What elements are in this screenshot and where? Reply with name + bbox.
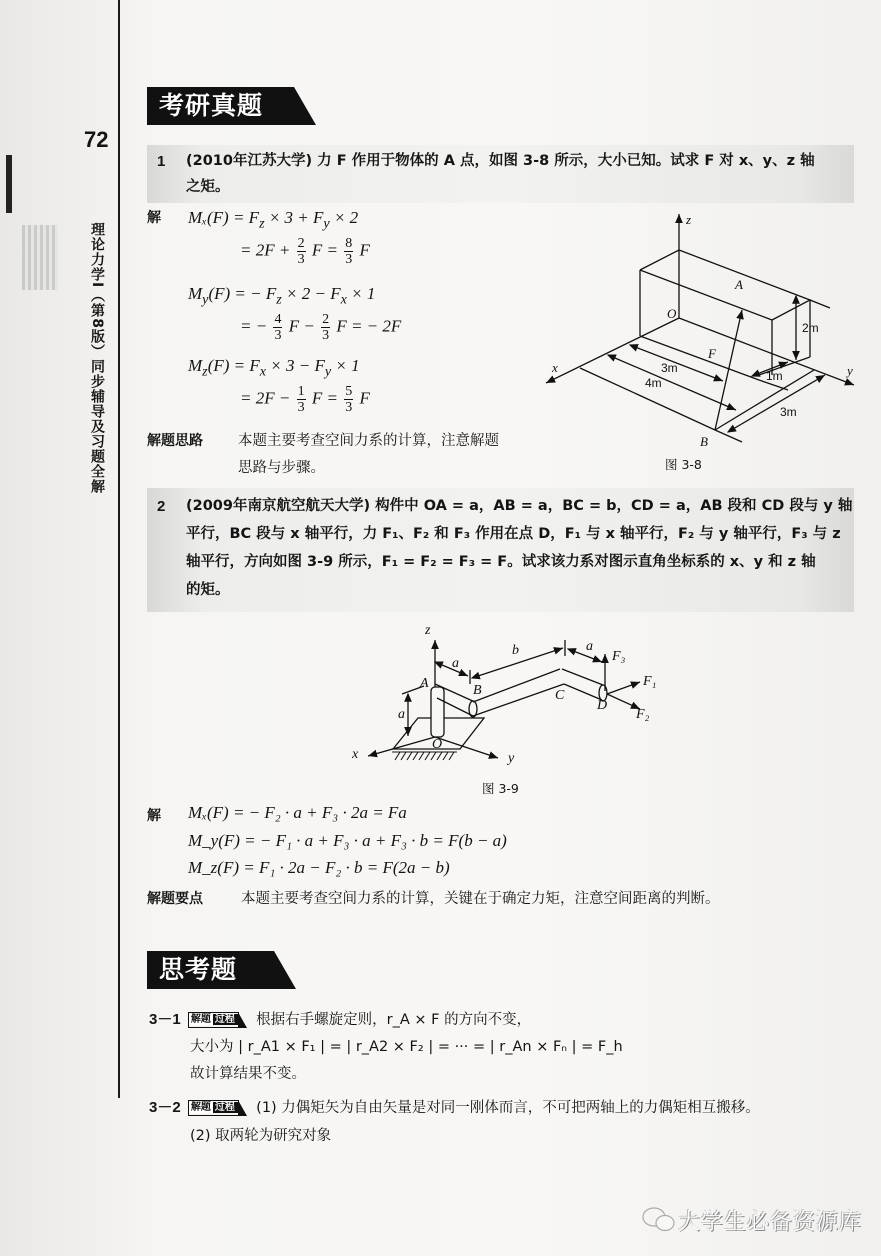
problem-2-statement-line-3: 轴平行，方向如图 3-9 所示，F₁ = F₂ = F₃ = F。试求该力系对图示直角坐标系的 x、y 和 z 轴 [186,554,816,570]
equation-mz-result: = 2F − $\frac{1}{3}$ F = $\frac{5}{3}$ F [240,384,370,415]
scan-artifact [6,155,12,213]
scan-artifact [22,225,58,290]
approach-label: 解题思路 [147,433,203,449]
svg-text:F₂: F₂ [636,707,650,722]
equation-my: M_y(F) = − F₁ · a + F₃ · a + F₃ · b = F(b − a) [188,831,507,850]
page-number: 72 [84,127,109,152]
question-3-1-line-2: 大小为 | r_A1 × F₁ | = | r_A2 × F₂ | = ··· = | r_An × Fₙ | = F_h [190,1039,623,1055]
svg-text:3m: 3m [661,361,678,375]
wechat-icon [640,1205,680,1235]
section-banner-thinking-questions: 思考题 [147,951,274,989]
svg-text:x: x [352,747,359,762]
figure-3-9 [340,612,680,772]
svg-text:F₁: F₁ [643,674,657,689]
figure-3-9-caption: 图 3-9 [482,781,519,796]
svg-text:a: a [398,707,405,722]
equation-mx: $M_x(F) = F_z \times 3 + F_y \times 2$ [188,208,359,232]
svg-text:z: z [686,212,692,227]
solution-process-badge: 解题 过程 [188,1100,239,1116]
svg-text:D: D [597,698,608,713]
problem-2-statement-line-2: 平行，BC 段与 x 轴平行，力 F₁、F₂ 和 F₃ 作用在点 D，F₁ 与 x 轴平行，F₂ 与 y 轴平行，F₃ 与 z [186,526,841,542]
equation-mz: M_z(F) = F₁ · 2a − F₂ · b = F(2a − b) [188,858,450,877]
keypoint-label: 解题要点 [147,891,203,907]
svg-text:2m: 2m [802,321,819,335]
watermark-text: 大学生必备资源库 [678,1210,863,1235]
approach-text-line-2: 思路与步骤。 [238,460,325,476]
keypoint-text: 本题主要考查空间力系的计算，关键在于确定力矩，注意空间距离的判断。 [241,891,720,907]
svg-text:O: O [667,306,677,321]
running-title: 理论力学I（第8版）同步辅导及习题全解 [89,222,105,494]
question-3-2: 3－2 解题 过程 (1) 力偶矩矢为自由矢量是对同一刚体而言，不可把两轴上的力偶矩相互搬移。 [149,1099,760,1116]
solution-label: 解 [147,808,161,824]
svg-text:A: A [735,277,743,292]
svg-text:F₃: F₃ [612,649,626,664]
svg-text:3m: 3m [780,405,797,419]
problem-2-statement-line-4: 的矩。 [186,582,230,598]
svg-text:x: x [552,360,558,375]
question-3-1-line-3: 故计算结果不变。 [190,1066,306,1082]
svg-text:B: B [473,683,482,698]
svg-text:C: C [555,688,565,703]
figure-3-8-caption: 图 3-8 [665,457,702,472]
equation-mx-result: = 2F + $\frac{2}{3}$ F = $\frac{8}{3}$ F [240,236,370,267]
problem-1-statement-line-1: (2010年江苏大学) 力 F 作用于物体的 A 点，如图 3-8 所示，大小已知。试求 F 对 x、y、z 轴 [186,153,815,169]
svg-text:y: y [508,751,515,766]
svg-text:a: a [452,656,459,671]
svg-text:O: O [432,737,443,752]
question-3-1: 3－1 解题 过程 根据右手螺旋定则，r_A × F 的方向不变， [149,1011,532,1028]
equation-mz: $M_z(F) = F_x \times 3 - F_y \times 1$ [188,356,360,380]
problem-1-statement-line-2: 之矩。 [186,179,230,195]
problem-1-index: 1 [157,153,166,170]
svg-text:A: A [420,676,429,691]
margin-rule [118,0,120,1098]
svg-text:b: b [512,643,519,658]
problem-2-statement-line-1: (2009年南京航空航天大学) 构件中 OA = a，AB = a，BC = b，CD = a，AB 段和 CD 段与 y 轴 [186,498,853,514]
question-3-2-line-2: (2) 取两轮为研究对象 [190,1128,332,1144]
svg-text:F: F [708,346,716,361]
equation-my-result: = − $\frac{4}{3}$ F − $\frac{2}{3}$ F = − 2F [240,312,402,343]
equation-my: $M_y(F)$ = − $F_z \times 2 - F_x \times 1$ [188,284,376,308]
solution-label: 解 [147,210,161,226]
approach-text-line-1: 本题主要考查空间力系的计算，注意解题 [238,433,499,449]
svg-text:4m: 4m [645,376,662,390]
solution-process-badge: 解题 过程 [188,1012,239,1028]
svg-text:a: a [586,639,593,654]
svg-text:y: y [847,363,853,378]
problem-2-index: 2 [157,498,166,515]
svg-text:1m: 1m [766,369,783,383]
section-banner-exam-questions: 考研真题 [147,87,294,125]
figure-3-8 [530,200,870,460]
svg-text:B: B [700,434,708,449]
svg-text:z: z [425,623,431,638]
equation-mx: Mₓ(F) = − F₂ · a + F₃ · 2a = Fa [188,803,407,822]
